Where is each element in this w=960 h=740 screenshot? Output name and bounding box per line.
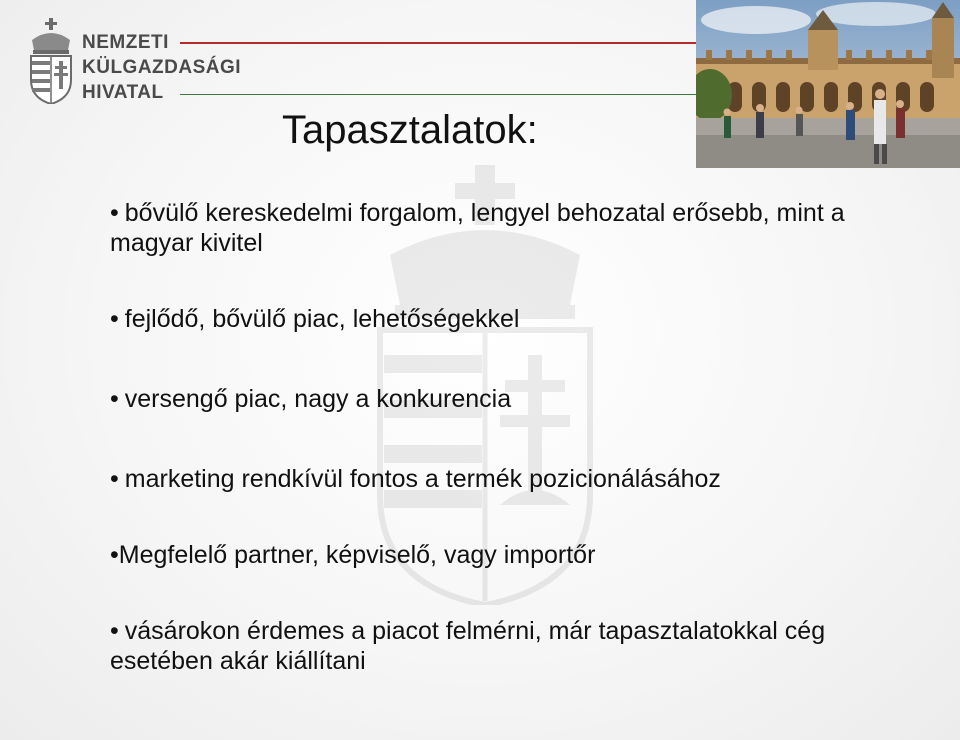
bullet-marker: • [110, 541, 119, 569]
bullet-item [110, 616, 910, 676]
bullet-text: bővülő kereskedelmi forgalom, lengyel behozatal erősebb, mint a magyar kivitel [110, 199, 845, 257]
bullet-item [110, 304, 910, 334]
bullet-list [110, 198, 910, 676]
bullet-item [110, 384, 910, 414]
slide-title: Tapasztalatok: [282, 108, 538, 152]
bullet-text: fejlődő, bővülő piac, lehetőségekkel [124, 305, 520, 333]
bullet-item [110, 198, 910, 258]
bullet-text: versengő piac, nagy a konkurencia [124, 385, 512, 413]
bullet-marker: • [110, 199, 119, 227]
bullet-text: marketing rendkívül fontos a termék pozicionálásához [124, 465, 721, 493]
header-rule-red [180, 42, 696, 44]
bullet-marker: • [110, 465, 119, 493]
bullet-marker: • [110, 385, 119, 413]
agency-logo [22, 14, 262, 110]
bullet-item [110, 540, 910, 570]
bullet-marker: • [110, 305, 119, 333]
header-rule-green [180, 94, 696, 95]
market-square-photo [696, 0, 960, 168]
logo-line-1: NEMZETI [82, 32, 169, 53]
bullet-text: vásárokon érdemes a piacot felmérni, már tapasztalatokkal cég esetében akár kiállítani [110, 617, 826, 675]
bullet-item [110, 464, 910, 494]
hungarian-crest-icon [28, 18, 74, 104]
logo-line-3: HIVATAL [82, 82, 164, 103]
logo-line-2: KÜLGAZDASÁGI [82, 57, 242, 78]
bullet-marker: • [110, 617, 119, 645]
bullet-text: Megfelelő partner, képviselő, vagy importőr [118, 541, 596, 569]
